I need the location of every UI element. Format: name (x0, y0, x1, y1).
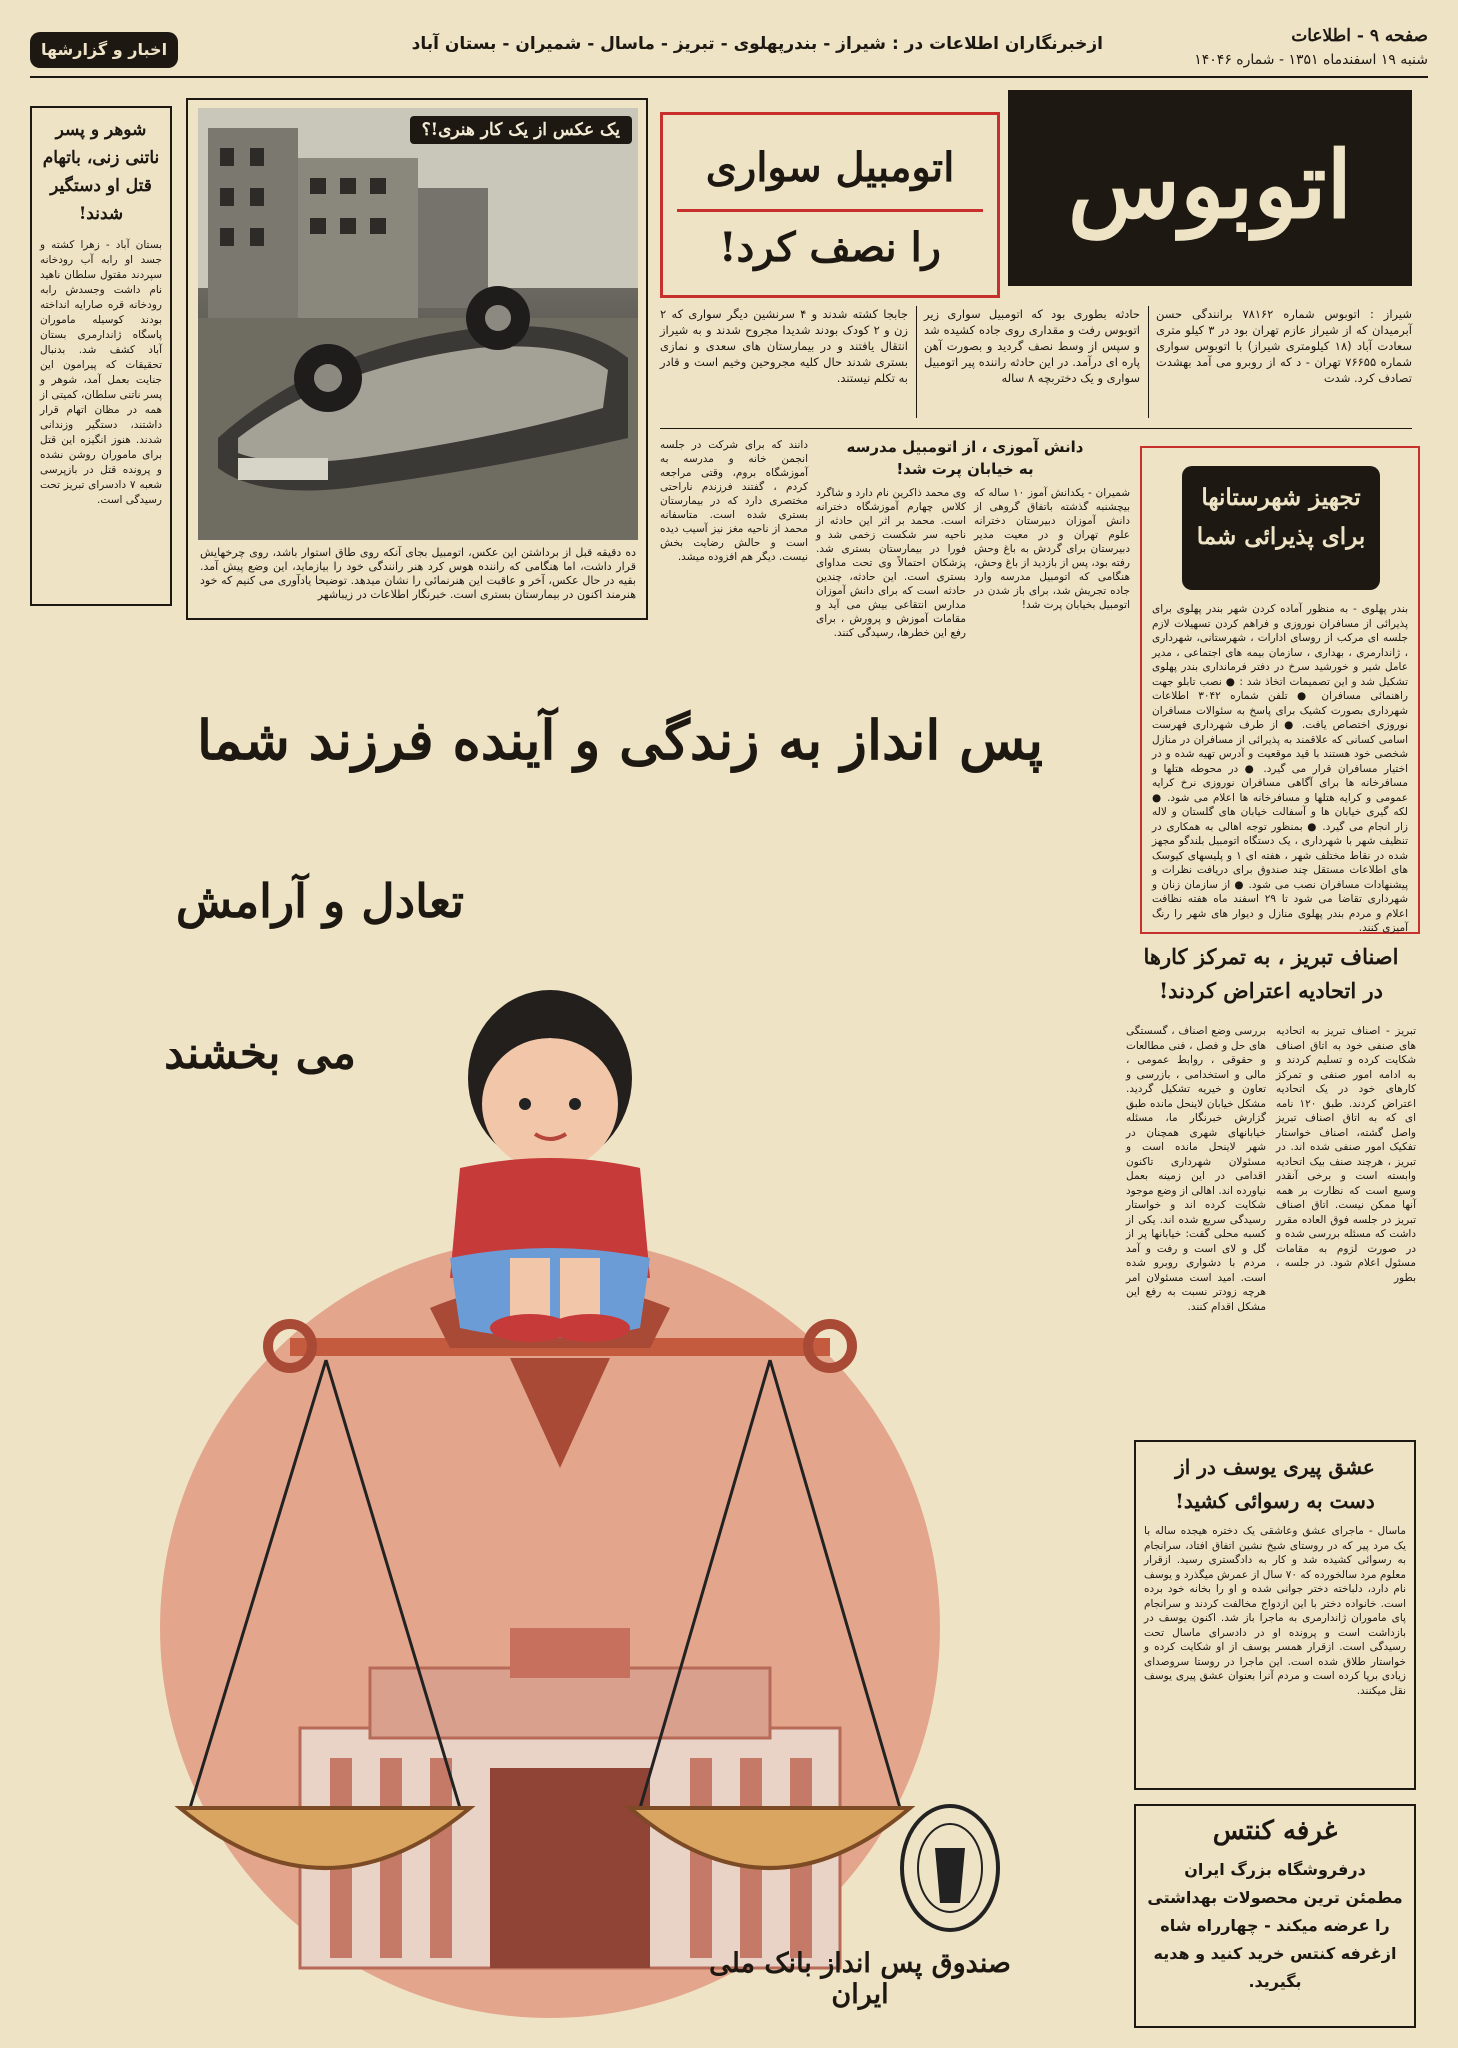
kents-ad-title: غرفه کنتس (1212, 1816, 1338, 1846)
bank-ad-headline: پس انداز به زندگی و آینده فرزند شما (196, 708, 1044, 772)
bank-ad-line2: تعادل و آرامش (175, 874, 465, 928)
tabriz-title-line2: در اتحادیه اعتراض کردند! (1158, 978, 1384, 1003)
overturned-car-photo (198, 108, 638, 540)
bank-ad (30, 628, 1120, 2028)
bus-logo-text: اتوبوس (1067, 131, 1353, 239)
photo-caption: ده دقیقه قبل از برداشتن این عکس، اتومبیل بجای آنکه روی طاق استوار باشد، روی چرخهایش قرار داشت، اما هنگامی که راننده هوس کرد هنر رانندگی خود را بیازماید، این وضع پیش آمد. بقیه در حال عکس، آخر و عاقبت این هنرنمائی را نشان میدهد. توضیحا یادآوری می کنیم که خود هنرمند اکنون در بیمارستان بستری است. خبرنگار اطلاعات در زیباشهر (200, 546, 636, 601)
bank-emblem-icon (902, 1806, 998, 1930)
bus-headline-box (660, 112, 1000, 298)
bank-building-icon (300, 1628, 840, 1968)
tabriz-story-col1: تبریز - اصناف تبریز به اتحادیه های صنفی خود به اتاق اصناف شکایت کرده و تسلیم کردند و به ادامه امور صنفی و تمرکز کارهای خود در یک اتحادیه اعتراض کردند. طبق ۱۲۰ نامه ای که به اتاق اصناف تبریز واصل گشته، اصناف خواستار تفکیک امور صنفی شده اند. در تبریز ، هرچند صنف بیک اتحادیه وابسته است و برخی آنقدر وسیع است که نظارت بر همه آنها ممکن نیست. اتاق اصناف تبریز در جلسه فوق العاده مقرر داشت که مسئله بررسی شده و در صورت لزوم به مقامات مسئول اعلام شود. در جلسه ، بطور (1276, 1025, 1416, 1284)
arrest-story (30, 106, 172, 606)
correspondents-line: ازخبرنگاران اطلاعات در : شیراز - بندرپهلوی - تبریز - ماسال - شمیران - بستان آباد (411, 34, 1103, 54)
kents-ad-line1: درفروشگاه بزرگ ایران (1184, 1860, 1366, 1879)
school-story-col1: شمیران - یکدانش آموز ۱۰ ساله که بیچشنبه گذشته باتفاق گروهی از دانش آموزان دبیرستان دخترانه علوم تهران و در معیت مدیر دبیرستان برای گردش به باغ وحش رفته بود، پس از بازدید از باغ وحش، هنگامی که اتومبیل مدرسه وارد جاده تجریش شد، برای باز شدن در اتومبیل بخیابان پرت شد! (974, 487, 1130, 611)
bus-story-col3: جابجا کشته شدند و ۴ سرنشین دیگر سواری که ۲ زن و ۲ کودک بودند شدیدا مجروح شدند و به شیراز انتقال یافتند و در بیمارستان های سعدی و نمازی بستری شدند حال کلیه مجروحین وخیم است و قادر به تکلم نیستند. (660, 307, 908, 385)
bus-headline-line2: را نصف کرد! (719, 224, 941, 271)
bus-headline-line1: اتومبیل سواری (705, 144, 955, 191)
bandar-title-line1: تجهیز شهرستانها (1201, 484, 1361, 511)
bank-ad-footer: صندوق پس انداز بانک ملی ایران (709, 1948, 1011, 2010)
child-figure-icon (450, 990, 650, 1342)
bandar-story-body: بندر پهلوی - به منظور آماده کردن شهر بندر پهلوی برای پذیرائی از مسافران نوروزی و فراهم کردن تسهیلات لازم جلسه ای مرکب از روسای ادارات ، شهرستانی، شهرداری ، ژاندارمری ، بهداری ، سازمان بیمه های اجتماعی ، مدیر عامل شیر و خورشید سرخ در دفتر فرمانداری بندر پهلوی تشکیل شد و این تصمیمات اتخاذ شد : ● نصب تابلو جهت راهنمائی مسافران ● تلفن شماره ۳۰۴۲ اطلاعات شهرداری بصورت کشیک برای پاسخ به سئوالات مسافران نوروزی اختصاص یافت. ● از طرف شهرداری فهرست اسامی کسانی که علاقمند به پذیرائی از مسافران در منازل شخصی خود هستند با قید موقعیت و آدرس تهیه شده و در اختیار مسافران قرار می گیرد. ● در محوطه هتلها و مسافرخانه ها برای آگاهی مسافران نوروزی نرخ کرایه عمومی و کرایه هتلها و مسافرخانه ها اعلام می شود. ● لکه گیری خیابان ها و آسفالت خیابان های گلستان و لاله زار انجام می گیرد. ● بمنظور توجه اهالی به همکاری در تنظیف شهر با شهرداری ، یک دستگاه اتومبیل بلندگو مجهز شده در نقاط مختلف شهر ، هفته ای ۱ و پلیسهای کیوسک های اطلاعات مستقل چند صندوق برای دریافت نظرات و پیشنهادات مسافران نصب می شود. ● از سازمان زنان و شهرداری تقاضا می شود تا ۲۹ اسفند ماه هفته نظافت اعلام و مردم بندر پهلوی منازل و دیوار های شهر را رنگ آمیزی کنند. (1152, 603, 1409, 934)
bandar-story-title-box (1182, 466, 1380, 590)
page-label: صفحه ۹ - اطلاعات (1291, 26, 1428, 46)
school-story-title-line2: به خیابان پرت شد! (896, 460, 1034, 478)
school-story (660, 436, 1130, 639)
kents-ad-line3: را عرضه میکند - چهارراه شاه (1160, 1916, 1390, 1935)
bus-story-col1: شیراز : اتوبوس شماره ۷۸۱۶۲ برانندگی حسن آبرمیدان که از شیراز عازم تهران بود در ۳ کیلو متری سعادت آباد (۱۸ کیلومتری شیراز) با اتوبوس سواری شماره ۷۶۶۵۵ تهران - د که از روبرو می آمد بهشدت تصادف کرد. شدت (1156, 307, 1413, 385)
overturned-car-illustration (198, 108, 638, 540)
photo-title-banner: یک عکس از یک کار هنری!؟ (410, 116, 632, 144)
love-story (1134, 1440, 1416, 1790)
kents-ad-line2: مطمئن ترین محصولات بهداشتی (1147, 1888, 1403, 1907)
bus-logo (1008, 90, 1412, 286)
bus-story-col2: حادثه بطوری بود که اتومبیل سواری زیر اتوبوس رفت و مقداری روی جاده کشیده شد و سپس از وسط نصف گردید و بصورت آهن پاره ای درآمد. در این حادثه راننده پیر اتومبیل سواری و یک دختربچه ۸ ساله (924, 307, 1140, 385)
arrest-story-title: شوهر و پسر ناتنی زنی، باتهام قتل او دستگیر شدند! (42, 120, 160, 224)
tabriz-story-col2: بررسی وضع اصناف ، گسستگی های حل و فصل ، فنی مطالعات و حقوقی ، روابط عمومی ، مالی و استخدامی ، بازرسی و تعاون و خیریه تشکیل گردید. مشکل خیابان لاینحل مانده طبق گزارش خبرنگار ما، مسئله خیابانهای شهری همچنان در شهر لاینحل مانده است و مسئولان شهرداری تاکنون اقدامی در این زمینه بعمل نیاورده اند. اهالی از وضع موجود شکایت کرده اند و خواستار رسیدگی سریع شده اند. یکی از کسبه محلی گفت: خیابانها پر از گل و لای است و رفت و آمد مردم با دشواری روبرو شده است. امید است مسئولان امر هرچه زودتر نسبت به رفع این مشکل اقدام کنند. (1126, 1025, 1266, 1313)
arrest-story-body: بستان آباد - زهرا کشته و جسد او رابه آب رودخانه سپردند مقتول سلطان ناهید نام داشت وجسدش رابه رودخانه قره صارایه انداخته بودند کوسیله ماموران پاسگاه ژاندارمری بستان آباد کشف شد. بدنبال تحقیقات که پیرامون این جنایت بعمل آمد، شوهر و پسر ناتنی سلطان، کمیتی از همه در مظان اتهام قرار داشتند، دستگیر وزندانی شدند. هنوز انگیزه این قتل برای ماموران روشن نشده و پرونده قتل در بازپرسی شعبه ۷ دادسرای تبریز تحت رسیدگی است. (40, 239, 162, 506)
date-line: شنبه ۱۹ اسفندماه ۱۳۵۱ - شماره ۱۴۰۴۶ (1194, 52, 1428, 68)
tabriz-story (1126, 940, 1416, 1430)
school-story-col2: وی محمد ذاکرین نام دارد و شاگرد کلاس چهارم آموزشگاه دخترانه است. محمد بر اثر این حادثه از ناحیه سر شکست زخمی شد و فورا در بیمارستان بستری شد. پزشکان احتمالاً وی تحت مداوای بستری است. این حادثه، چندین حادثه است که برای دانش آموزان مدارس انتقاعی بیش می آید و مقامات آموزش و پرورش ، برای رفع این خطرها، رسیدگی کنند. (816, 487, 966, 639)
love-title-line2: دست به رسوائی کشید! (1175, 1489, 1375, 1513)
bandar-title-line2: برای پذیرائی شما (1196, 523, 1366, 550)
school-story-col3: دانند که برای شرکت در جلسه انجمن خانه و مدرسه به آموزشگاه بروم، وقتی مراجعه کردم ، گفتند فرزندم ناراحتی مختصری دارد که در بیمارستان بستری شده است. متاسفانه محمد از ناحیه مغز نیز آسیب دیده است و حالش رضایت بخش نیست. دیگر هم افزوده میشد. (660, 439, 808, 563)
love-story-body: ماسال - ماجرای عشق وعاشقی یک دختره هیجده ساله با یک مرد پیر که در روستای شیخ نشین اتفاق افتاد، سرانجام به رسوائی کشیده شد و کار به دادگستری رسید. ازقرار معلوم مرد سالخورده که ۷۰ سال از عمرش میگذرد و یوسف نام دارد، دلباخته دختر جوانی شده و او را بخانه خود برده است. خانواده دختر با این ازدواج مخالفت کردند و سرانجام پای ماموران ژاندارمری به ماجرا باز شد. اکنون یوسف در بازداشت است و پرونده او در دادسرای ماسال تحت رسیدگی است. ازقرار همسر یوسف از او شکایت کرده و خواستار طلاق شده است. این ماجرا در روستا سروصدای زیادی برپا کرده است و مردم آنرا بعنوان عشق پیری یوسف نقل میکنند. (1144, 1525, 1406, 1697)
school-story-title-line1: دانش آموزی ، از اتومبیل مدرسه (846, 438, 1084, 456)
bandar-story (1140, 446, 1420, 934)
masthead (0, 0, 1458, 80)
section-badge: اخبار و گزارشها (30, 32, 178, 68)
header-rule (30, 76, 1428, 78)
photo-story (186, 98, 648, 620)
bank-ad-line3: می بخشند (164, 1028, 356, 1079)
kents-ad-line5: بگیرید. (1248, 1972, 1302, 1991)
bank-ad-illustration (130, 928, 1030, 2008)
love-title-line1: عشق پیری یوسف در از (1175, 1455, 1375, 1479)
tabriz-title-line1: اصناف تبریز ، به تمرکز کارها (1143, 944, 1399, 969)
kents-ad (1134, 1804, 1416, 2028)
kents-ad-line4: ازغرفه کنتس خرید کنید و هدیه (1153, 1944, 1397, 1963)
